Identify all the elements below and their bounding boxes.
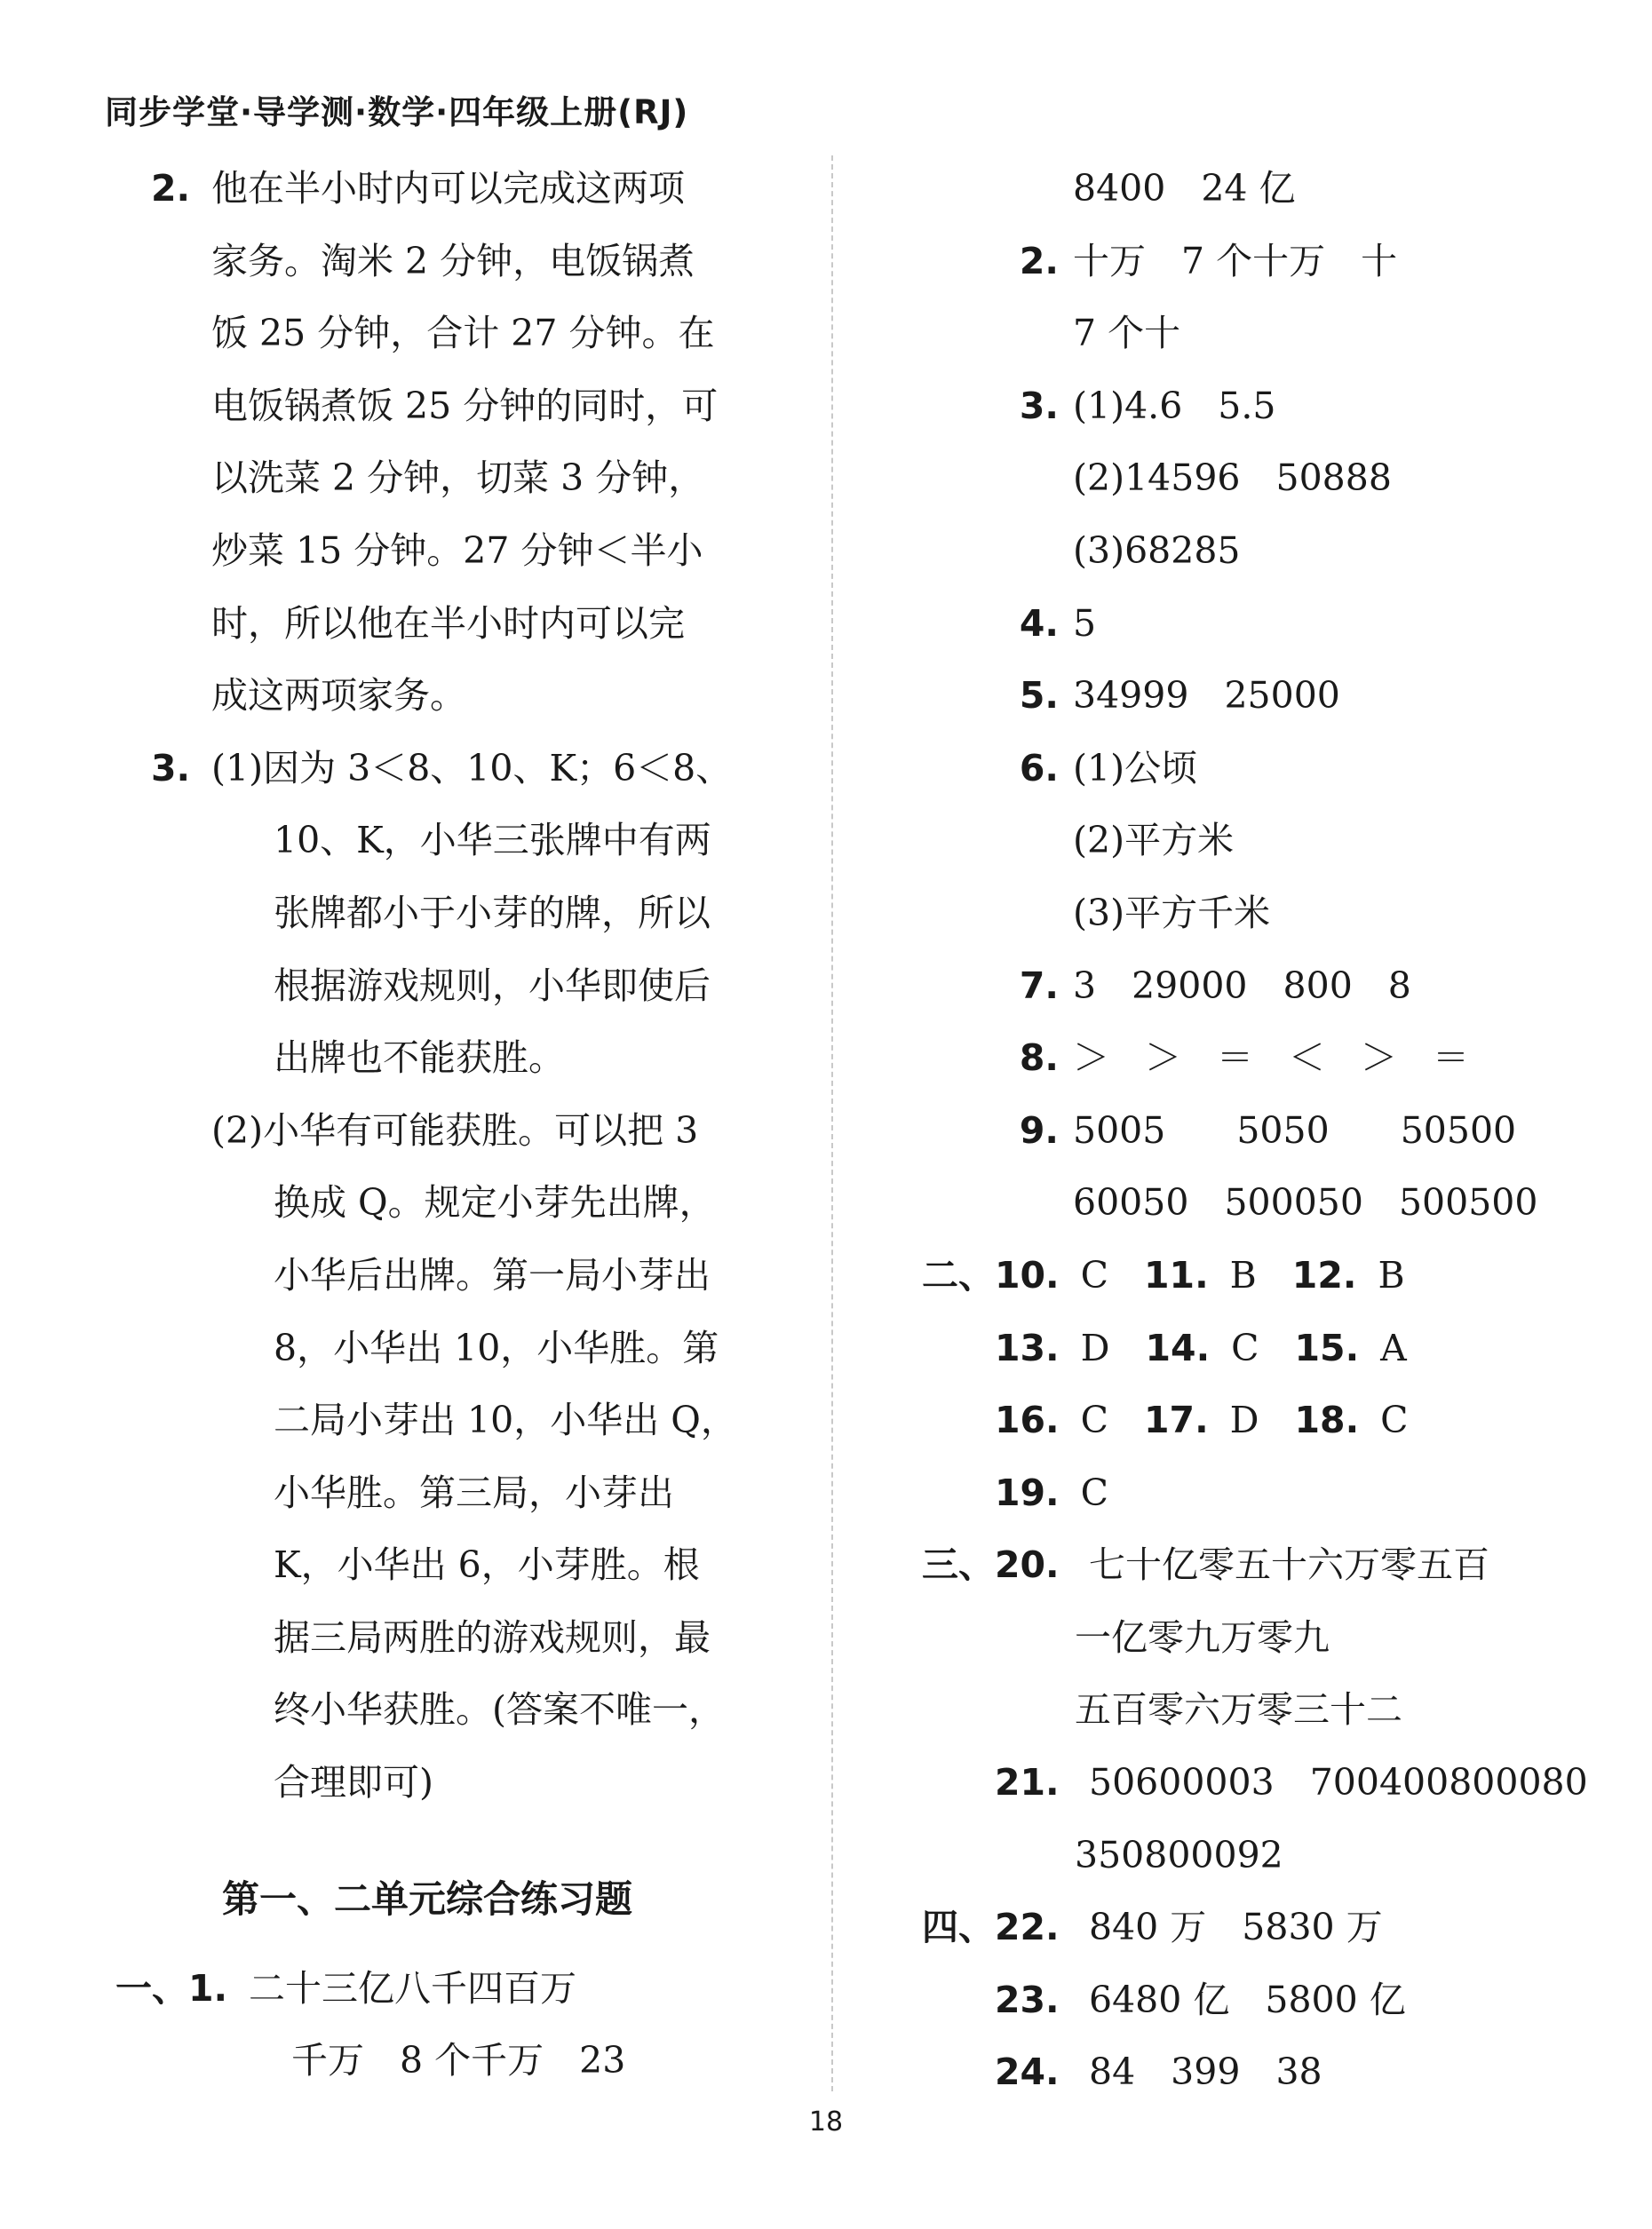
answer-line: 350800092 <box>1075 1833 1283 1876</box>
answer-line: 4. 5 <box>915 588 1572 661</box>
answer-line: 6. (1)公顷 <box>915 733 1572 805</box>
question-number: 6. <box>1019 746 1059 789</box>
answer-line: 二、10. C 11. B 12. B <box>915 1240 1572 1313</box>
answer-line: (3)平方千米 <box>1073 891 1271 934</box>
page-number: 18 <box>808 2106 844 2138</box>
right-column <box>915 153 1588 2109</box>
answer-line: 小华胜。第三局，小芽出 <box>274 1471 674 1514</box>
question-number: 23. <box>995 1978 1060 2021</box>
answer-line: (2)14596 50888 <box>1073 456 1392 500</box>
section-marker: 一、 <box>115 1966 188 2010</box>
question-number: 5. <box>1019 674 1059 718</box>
question-number: 3. <box>1019 384 1059 427</box>
answer-line: 10、K，小华三张牌中有两 <box>274 819 711 862</box>
answer-line: 7 个十 <box>1073 312 1181 355</box>
answer-line: 21. 50600003 700400800080 <box>915 1747 1572 1820</box>
section-marker: 二、 <box>922 1253 995 1297</box>
question-number: 22. <box>995 1906 1060 1949</box>
answer-line: 23. 6480 亿 5800 亿 <box>915 1964 1572 2037</box>
question-number: 7. <box>1019 964 1059 1007</box>
section-marker: 三、 <box>922 1543 995 1587</box>
answer-line: 根据游戏规则，小华即使后 <box>274 964 711 1007</box>
answer-line: 换成 Q。规定小芽先出牌， <box>274 1181 716 1225</box>
answer-line: (2)小华有可能获胜。可以把 3 <box>211 1108 699 1152</box>
answer-line: 2. 他在半小时内可以完成这两项 <box>151 153 773 226</box>
question-number: 20. <box>995 1543 1060 1587</box>
question-number: 24. <box>995 2051 1060 2094</box>
question-number: 3. <box>151 746 191 789</box>
answer-line: 三、20. 七十亿零五十六万零五百 <box>915 1529 1572 1602</box>
question-number: 9. <box>1019 1108 1059 1152</box>
answer-line: K，小华出 6，小芽胜。根 <box>274 1543 700 1587</box>
answer-line: 5. 34999 25000 <box>915 660 1572 733</box>
answer-line: 19. C <box>995 1471 1109 1514</box>
answer-line: 据三局两胜的游戏规则，最 <box>274 1615 711 1659</box>
answer-line: (2)平方米 <box>1073 819 1235 862</box>
answer-line: 一、1. 二十三亿八千四百万 <box>115 1953 773 2026</box>
answer-line: 小华后出牌。第一局小芽出 <box>274 1253 711 1297</box>
answer-line: 成这两项家务。 <box>211 674 466 718</box>
answer-line: 四、22. 840 万 5830 万 <box>915 1892 1572 1964</box>
answer-line: 2. 十万 7 个十万 十 <box>915 226 1572 298</box>
answer-line: 张牌都小于小芽的牌，所以 <box>274 891 711 934</box>
section-marker: 四、 <box>922 1906 995 1949</box>
question-number: 2. <box>151 167 191 210</box>
answer-line: 二局小芽出 10，小华出 Q， <box>274 1399 737 1442</box>
answer-line: 16. C 17. D 18. C <box>995 1399 1409 1442</box>
left-column <box>115 153 773 2098</box>
page-header: 同步学堂·导学测·数学·四年级上册(RJ) <box>105 93 689 131</box>
answer-line: 一亿零九万零九 <box>1075 1615 1330 1659</box>
answer-line: 出牌也不能获胜。 <box>274 1036 565 1080</box>
answer-line: 炒菜 15 分钟。27 分钟＜半小 <box>211 528 703 572</box>
answer-line: 3. (1)因为 3＜8、10、K；6＜8、 <box>151 733 773 805</box>
answer-line: 饭 25 分钟，合计 27 分钟。在 <box>211 312 715 355</box>
question-number: 21. <box>995 1761 1060 1805</box>
question-number: 8. <box>1019 1036 1059 1080</box>
answer-line: 8400 24 亿 <box>1073 167 1296 210</box>
answer-line: 8，小华出 10，小华胜。第 <box>274 1326 719 1369</box>
answer-line: 以洗菜 2 分钟，切菜 3 分钟， <box>211 456 705 500</box>
question-number: 1. <box>188 1966 228 2010</box>
answer-line: 合理即可) <box>274 1761 433 1805</box>
answer-line: 24. 84 399 38 <box>915 2036 1572 2109</box>
question-number: 2. <box>1019 239 1059 282</box>
answer-line: 13. D 14. C 15. A <box>995 1326 1407 1369</box>
answer-line: 电饭锅煮饭 25 分钟的同时，可 <box>211 384 719 427</box>
answer-line: (3)68285 <box>1073 528 1241 572</box>
answer-line: 终小华获胜。(答案不唯一， <box>274 1688 725 1732</box>
section-title: 第一、二单元综合练习题 <box>222 1876 633 1921</box>
answer-line: 千万 8 个千万 23 <box>291 2039 626 2082</box>
answer-line: 家务。淘米 2 分钟，电饭锅煮 <box>211 239 695 282</box>
answer-line: 五百零六万零三十二 <box>1075 1688 1402 1732</box>
answer-line: 7. 3 29000 800 8 <box>915 950 1572 1023</box>
question-number: 4. <box>1019 601 1059 645</box>
column-divider <box>831 155 833 2091</box>
answer-line: 60050 500050 500500 <box>1073 1181 1538 1225</box>
answer-line: 8. ＞ ＞ ＝ ＜ ＞ ＝ <box>915 1022 1572 1095</box>
answer-line: 3. (1)4.6 5.5 <box>915 370 1572 443</box>
answer-line: 时，所以他在半小时内可以完 <box>211 601 685 645</box>
answer-line: 9. 5005 5050 50500 <box>915 1095 1572 1168</box>
